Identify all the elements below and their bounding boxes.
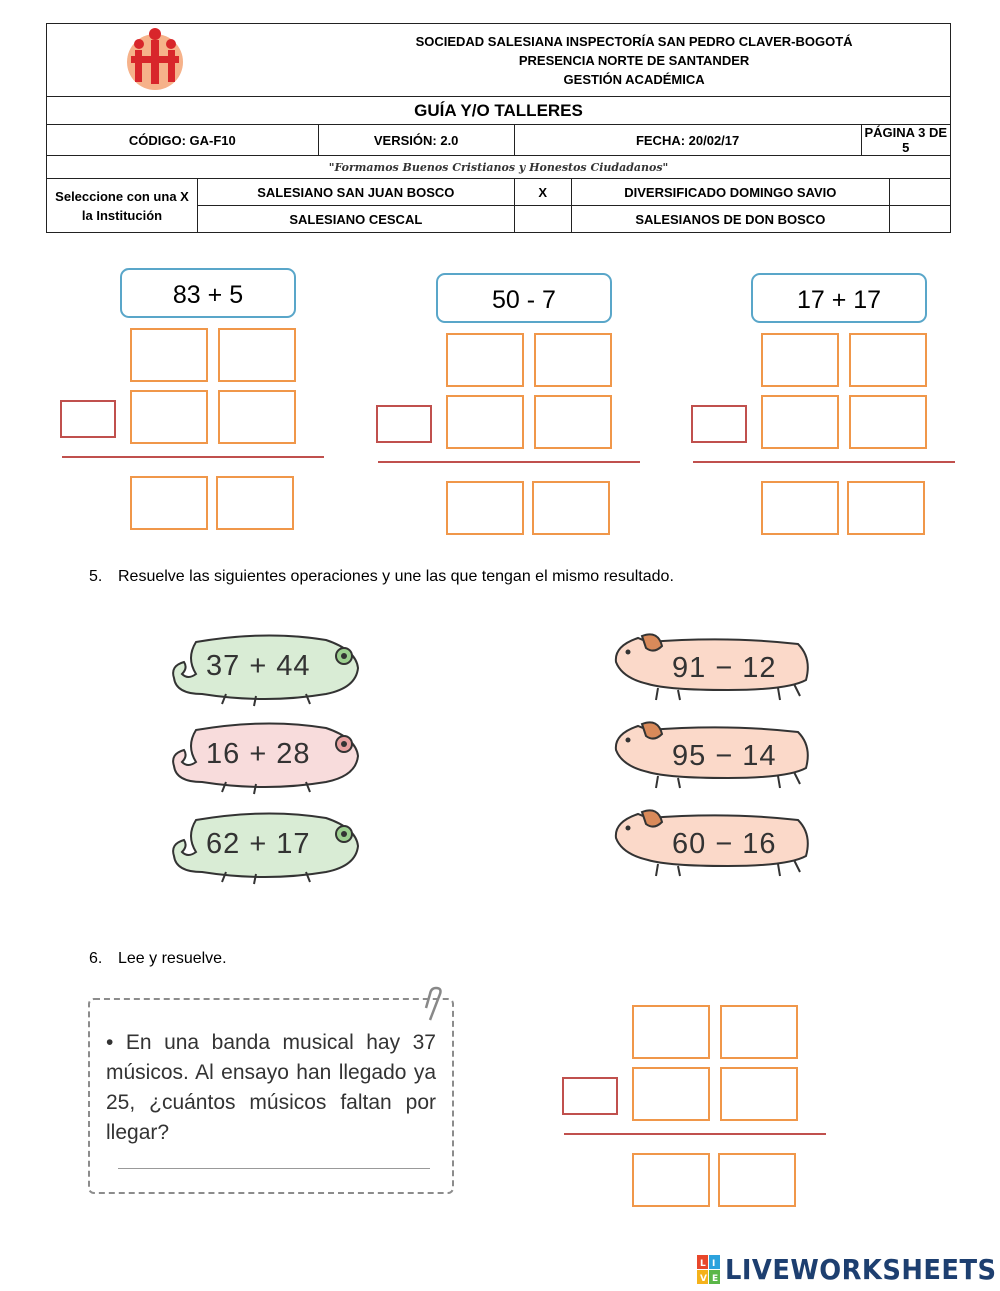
tens-top-box[interactable] <box>632 1005 710 1059</box>
live-badge-icon <box>697 1255 721 1285</box>
org-line-1: SOCIEDAD SALESIANA INSPECTORÍA SAN PEDRO CLAVER-BOGOTÁ <box>415 33 853 49</box>
institution-san-juan-bosco: SALESIANO SAN JUAN BOSCO <box>198 179 515 206</box>
sign-box[interactable] <box>691 405 747 443</box>
left-expression-2: 16 + 28 <box>206 738 311 770</box>
tens-top-box[interactable] <box>130 328 208 382</box>
units-top-box[interactable] <box>849 333 927 387</box>
motto: "Formamos Buenos Cristianos y Honestos Ciudadanos" <box>47 156 951 179</box>
left-expression-3: 62 + 17 <box>206 828 311 860</box>
institution-don-bosco: SALESIANOS DE DON BOSCO <box>571 206 889 233</box>
sum-line <box>378 461 640 463</box>
svg-text:E: E <box>712 1274 719 1284</box>
question-6-number: 6. <box>89 950 103 967</box>
institution-cescal: SALESIANO CESCAL <box>198 206 515 233</box>
page-cell: PÁGINA 3 DE 5 <box>861 125 950 156</box>
svg-text:L: L <box>700 1259 706 1269</box>
org-line-3: GESTIÓN ACADÉMICA <box>563 71 705 87</box>
date-cell: FECHA: 20/02/17 <box>514 125 861 156</box>
org-line-2: PRESENCIA NORTE DE SANTANDER <box>518 52 750 68</box>
institution-mark-box[interactable]: X <box>514 179 571 206</box>
institution-mark-box-4[interactable] <box>890 206 951 233</box>
right-expression-3: 60 − 16 <box>672 828 777 860</box>
tens-bottom-box[interactable] <box>632 1067 710 1121</box>
select-institution-label: Seleccione con una X la Institución <box>47 179 198 233</box>
tens-top-box[interactable] <box>446 333 524 387</box>
sum-line <box>693 461 955 463</box>
units-top-box[interactable] <box>218 328 296 382</box>
header-table <box>46 23 951 233</box>
left-expression-1: 37 + 44 <box>206 650 311 682</box>
units-bottom-box[interactable] <box>720 1067 798 1121</box>
operation-group-1 <box>60 268 330 558</box>
sign-box[interactable] <box>376 405 432 443</box>
sign-box[interactable] <box>562 1077 618 1115</box>
units-bottom-box[interactable] <box>218 390 296 444</box>
institution-domingo-savio: DIVERSIFICADO DOMINGO SAVIO <box>571 179 889 206</box>
operation-label: 50 - 7 <box>436 273 612 323</box>
units-top-box[interactable] <box>720 1005 798 1059</box>
tens-bottom-box[interactable] <box>761 395 839 449</box>
guide-title: GUÍA Y/O TALLERES <box>47 97 951 125</box>
operation-label: 83 + 5 <box>120 268 296 318</box>
tens-result-box[interactable] <box>632 1153 710 1207</box>
tens-bottom-box[interactable] <box>446 395 524 449</box>
word-problem-text: • En una banda musical hay 37 músicos. Al ensayo han llegado ya 25, ¿cuántos músicos faltan por llegar? <box>106 1031 436 1144</box>
question-5-text: Resuelve las siguientes operaciones y une las que tengan el mismo resultado. <box>118 568 674 585</box>
organization-block <box>318 24 950 97</box>
units-result-box[interactable] <box>216 476 294 530</box>
version-cell: VERSIÓN: 2.0 <box>318 125 514 156</box>
question-5-number: 5. <box>89 568 103 585</box>
sum-line <box>62 456 324 458</box>
svg-text:I: I <box>712 1259 716 1269</box>
tens-bottom-box[interactable] <box>130 390 208 444</box>
units-result-box[interactable] <box>718 1153 796 1207</box>
right-expression-1: 91 − 12 <box>672 652 777 684</box>
sign-box[interactable] <box>60 400 116 438</box>
code-cell: CÓDIGO: GA-F10 <box>47 125 319 156</box>
operation-group-3 <box>691 273 961 563</box>
units-bottom-box[interactable] <box>849 395 927 449</box>
tens-result-box[interactable] <box>130 476 208 530</box>
operation-group-4 <box>562 945 832 1235</box>
tens-top-box[interactable] <box>761 333 839 387</box>
right-expression-2: 95 − 14 <box>672 740 777 772</box>
word-problem-card <box>88 998 454 1194</box>
tens-result-box[interactable] <box>761 481 839 535</box>
tens-result-box[interactable] <box>446 481 524 535</box>
operation-label: 17 + 17 <box>751 273 927 323</box>
institution-mark-box-3[interactable] <box>514 206 571 233</box>
answer-line[interactable] <box>118 1168 430 1169</box>
logo-cell <box>47 24 319 97</box>
svg-text:V: V <box>700 1274 707 1284</box>
brand-name: LIVEWORKSHEETS <box>725 1253 997 1286</box>
units-top-box[interactable] <box>534 333 612 387</box>
institution-mark-box-2[interactable] <box>890 179 951 206</box>
salesian-logo-icon <box>123 26 187 96</box>
units-bottom-box[interactable] <box>534 395 612 449</box>
units-result-box[interactable] <box>532 481 610 535</box>
units-result-box[interactable] <box>847 481 925 535</box>
sum-line <box>564 1133 826 1135</box>
question-6-text: Lee y resuelve. <box>118 950 227 967</box>
paperclip-icon <box>424 986 448 1026</box>
operation-group-2 <box>376 273 646 563</box>
